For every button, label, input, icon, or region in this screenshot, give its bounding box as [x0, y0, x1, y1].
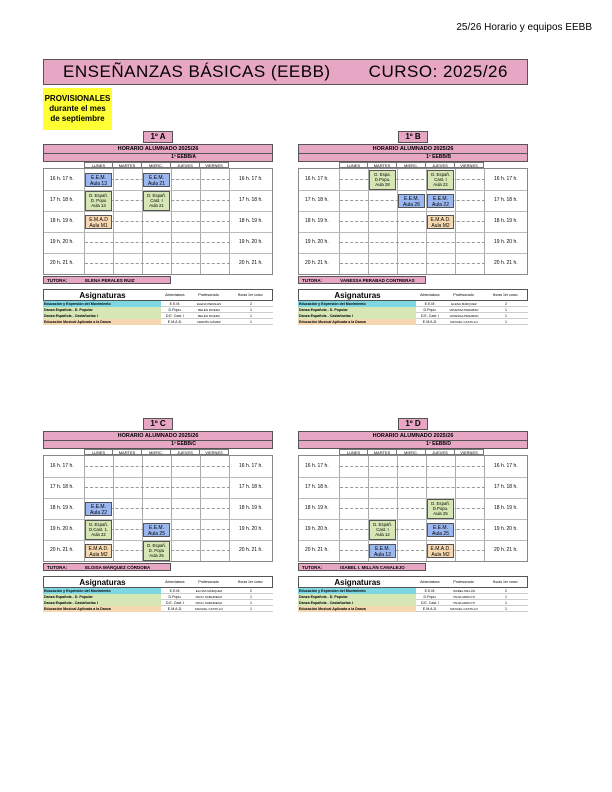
day-header: MARTES [113, 449, 142, 455]
subject-teacher: MANUEL CASTILLO [195, 606, 223, 611]
subject-hours: 1 [505, 606, 507, 611]
day-header: MIERC. [142, 449, 171, 455]
subject-abbr: D.E. Cast. I [165, 600, 185, 605]
class-slot[interactable]: E.M.A.D Aula M1 [85, 215, 112, 229]
subject-teacher: VANESSA PERABAD [449, 307, 479, 312]
horario-header: HORARIO ALUMNADO 2025/26 [43, 144, 273, 154]
abbr-header: Abreviatura [165, 293, 185, 297]
day-header: MIERC. [397, 162, 426, 168]
time-label: 19 h. 20 h. [494, 239, 518, 245]
subject-hours: 1 [250, 606, 252, 611]
subject-abbr: D.Popu. [168, 307, 182, 312]
subject-hours: 1 [250, 594, 252, 599]
subject-teacher: PACO SABARIEGO [195, 594, 223, 599]
class-slot[interactable]: E.E.M. Aula 21 [143, 173, 170, 187]
row-guide [85, 487, 230, 488]
time-label: 20 h. 21 h. [50, 260, 74, 266]
time-label: 16 h. 17 h. [494, 176, 518, 182]
subject-abbr: E.E.M. [169, 301, 181, 306]
time-label: 19 h. 20 h. [50, 526, 74, 532]
row-guide [85, 242, 230, 243]
subject-teacher: ELENA PERALES [196, 301, 222, 306]
time-label: 20 h. 21 h. [305, 260, 329, 266]
subject-hours: 2 [250, 588, 252, 593]
time-label: 17 h. 18 h. [494, 484, 518, 490]
subject-name: Educación Musical Aplicada a la Danza [43, 606, 161, 612]
time-label: 19 h. 20 h. [50, 239, 74, 245]
class-slot[interactable]: E.E.M. Aula 22 [427, 194, 454, 208]
subject-row [298, 606, 528, 612]
hours-header: Horas 1er curso [492, 580, 518, 584]
time-label: 18 h. 19 h. [239, 505, 263, 511]
day-header: JUEVES [426, 449, 455, 455]
subject-name: Educación Musical Aplicada a la Danza [298, 319, 416, 325]
row-divider [299, 540, 527, 541]
subjects-header [43, 576, 273, 588]
class-slot[interactable]: D. Españ. Cast. I Aula 12 [369, 520, 396, 540]
tutor-name: VANESSA PERABAD CONTRERAS [340, 278, 415, 283]
group-title: 1º C [143, 418, 173, 430]
row-guide [340, 550, 485, 551]
page-header: 25/26 Horario y equipos EEBB [456, 22, 592, 33]
time-label: 16 h. 17 h. [239, 176, 263, 182]
subject-teacher: ELENA MÁRQUEZ [451, 301, 477, 306]
hours-header: Horas 1er curso [492, 293, 518, 297]
row-divider [299, 519, 527, 520]
time-label: 20 h. 21 h. [239, 547, 263, 553]
day-header: LUNES [84, 162, 113, 168]
subject-name: Educación Musical Aplicada a la Danza [43, 319, 161, 325]
notice-line: durante el mes [49, 104, 106, 113]
day-header: LUNES [84, 449, 113, 455]
time-label: 20 h. 21 h. [305, 547, 329, 553]
time-label: 16 h. 17 h. [305, 463, 329, 469]
row-divider [44, 232, 272, 233]
time-label: 17 h. 18 h. [305, 197, 329, 203]
subject-name: Educación y Expresión del Movimiento [43, 588, 161, 594]
subject-name: Educación Musical Aplicada a la Danza [298, 606, 416, 612]
subject-name: Danza Española - Castañuelas I [298, 600, 416, 606]
subject-teacher: BELÉN RIVERA [198, 307, 220, 312]
time-label: 18 h. 19 h. [305, 505, 329, 511]
time-label: 20 h. 21 h. [239, 260, 263, 266]
row-divider [44, 498, 272, 499]
row-divider [299, 190, 527, 191]
subjects-table [43, 289, 273, 325]
class-slot[interactable]: D. Españ. Cast. I Aula 22 [427, 170, 454, 190]
time-label: 18 h. 19 h. [239, 218, 263, 224]
time-label: 19 h. 20 h. [305, 526, 329, 532]
subject-hours: 2 [250, 301, 252, 306]
day-header: VIERNES [455, 449, 484, 455]
class-slot[interactable]: D. Españ. D. Popu Aula 25 [143, 541, 170, 561]
subject-teacher: TANIA ARROYO [452, 594, 476, 599]
day-header: MARTES [368, 162, 397, 168]
timetable [43, 168, 273, 275]
subject-teacher: MANUEL CASTILLO [450, 319, 478, 324]
subject-teacher: PACO SABARIEGO [195, 600, 223, 605]
subject-name: Danza Española - Castañuelas I [43, 600, 161, 606]
group-code: 1º EEBB/B [298, 154, 528, 162]
subject-name: Danza Española - D. Popular [43, 594, 161, 600]
subjects-table [298, 576, 528, 612]
day-header: VIERNES [200, 162, 229, 168]
row-divider [44, 477, 272, 478]
class-slot[interactable]: E.M.A.D. Aula M2 [427, 215, 454, 229]
tutor-bar [43, 563, 171, 571]
class-slot[interactable]: E.E.M. Aula 25 [143, 523, 170, 537]
subject-hours: 1 [250, 307, 252, 312]
subject-teacher: FERMÍN GÓMEZ [197, 319, 221, 324]
subject-hours: 1 [250, 319, 252, 324]
tutor-name: ELOISA MÁRQUEZ CÓRDOBA [85, 565, 151, 570]
tutor-label: TUTORA: [47, 278, 68, 283]
subject-hours: 2 [505, 301, 507, 306]
day-header: LUNES [339, 449, 368, 455]
subjects-header [298, 576, 528, 588]
time-label: 18 h. 19 h. [494, 505, 518, 511]
class-slot[interactable]: E.M.A.D. Aula M2 [427, 544, 454, 558]
subject-name: Danza Española - Castañuelas I [298, 313, 416, 319]
row-guide [340, 487, 485, 488]
horario-header: HORARIO ALUMNADO 2025/26 [43, 431, 273, 441]
subjects-table [298, 289, 528, 325]
subject-abbr: D.E. Cast. I [165, 313, 185, 318]
day-header: MIERC. [142, 162, 171, 168]
row-divider [299, 211, 527, 212]
tutor-label: TUTORA: [302, 278, 323, 283]
subject-abbr: D.Popu. [168, 594, 182, 599]
subject-teacher: TANIA ARROYO [452, 600, 476, 605]
time-label: 16 h. 17 h. [305, 176, 329, 182]
subject-teacher: MANUEL CASTILLO [450, 606, 478, 611]
hours-header: Horas 1er curso [237, 580, 263, 584]
tutor-label: TUTORA: [302, 565, 323, 570]
subject-name: Danza Española - D. Popular [298, 594, 416, 600]
day-header: LUNES [339, 162, 368, 168]
group-code: 1º EEBB/A [43, 154, 273, 162]
class-slot[interactable]: E.E.M. Aula 22 [85, 502, 112, 516]
subject-abbr: E.E.M. [424, 588, 436, 593]
class-slot[interactable]: D. Españ. D.Cast. 1. Aula 22 [85, 520, 112, 540]
subject-name: Danza Española - Castañuelas I [43, 313, 161, 319]
abbr-header: Abreviatura [420, 293, 440, 297]
day-header: JUEVES [426, 162, 455, 168]
subject-hours: 1 [250, 313, 252, 318]
subject-row [43, 606, 273, 612]
row-divider [299, 253, 527, 254]
time-label: 19 h. 20 h. [239, 526, 263, 532]
subject-abbr: D.E. Cast. I [420, 313, 440, 318]
tutor-bar [298, 563, 426, 571]
subject-name: Educación y Expresión del Movimiento [298, 301, 416, 307]
row-divider [299, 232, 527, 233]
class-slot[interactable]: D. Españ. Cast. I Aula 21 [143, 191, 170, 211]
day-header: VIERNES [455, 162, 484, 168]
class-slot[interactable]: E.M.A.D. Aula M2 [85, 544, 112, 558]
time-label: 17 h. 18 h. [50, 197, 74, 203]
subject-abbr: E.E.M. [424, 301, 436, 306]
row-guide [340, 221, 485, 222]
class-slot[interactable]: E.E.M. Aula 12 [369, 544, 396, 558]
subjects-header [43, 289, 273, 301]
tutor-bar [298, 276, 426, 284]
class-slot[interactable]: D. Españ. D. Popu Aula 13 [85, 191, 112, 211]
subject-teacher: ELOISA MÁRQUEZ [195, 588, 223, 593]
subject-abbr: D.E. Cast. I [420, 600, 440, 605]
time-label: 17 h. 18 h. [239, 197, 263, 203]
time-label: 19 h. 20 h. [494, 526, 518, 532]
time-label: 17 h. 18 h. [50, 484, 74, 490]
row-divider [44, 519, 272, 520]
banner-title: ENSEÑANZAS BÁSICAS (EEBB) [63, 62, 331, 81]
subject-hours: 2 [505, 588, 507, 593]
subject-abbr: E.M.A.D. [422, 319, 438, 324]
subject-abbr: E.E.M. [169, 588, 181, 593]
teacher-header: Profesorado [453, 580, 474, 584]
time-label: 17 h. 18 h. [239, 484, 263, 490]
subject-abbr: E.M.A.D. [422, 606, 438, 611]
day-header: MIERC. [397, 449, 426, 455]
time-label: 19 h. 20 h. [305, 239, 329, 245]
notice-line: de septiembre [50, 114, 105, 123]
time-label: 17 h. 18 h. [305, 484, 329, 490]
subject-hours: 1 [250, 600, 252, 605]
tutor-name: ELENA PERALES RUIZ [85, 278, 135, 283]
row-guide [340, 466, 485, 467]
banner-course: CURSO: 2025/26 [368, 62, 508, 81]
timetable [298, 168, 528, 275]
tutor-label: TUTORA: [47, 565, 68, 570]
day-header: VIERNES [200, 449, 229, 455]
row-divider [44, 253, 272, 254]
time-label: 18 h. 19 h. [305, 218, 329, 224]
row-guide [340, 179, 485, 180]
time-label: 20 h. 21 h. [494, 260, 518, 266]
notice-line: PROVISIONALES [44, 94, 111, 103]
time-label: 19 h. 20 h. [239, 239, 263, 245]
time-label: 20 h. 21 h. [494, 547, 518, 553]
time-label: 16 h. 17 h. [50, 176, 74, 182]
time-label: 20 h. 21 h. [50, 547, 74, 553]
banner [43, 59, 528, 85]
abbr-header: Abreviatura [420, 580, 440, 584]
row-divider [44, 211, 272, 212]
group-code: 1º EEBB/C [43, 441, 273, 449]
subject-name: Educación y Expresión del Movimiento [43, 301, 161, 307]
subject-teacher: BELÉN RIVERA [198, 313, 220, 318]
subjects-header [298, 289, 528, 301]
class-slot[interactable]: D. Españ. D.Popu. Aula 25 [427, 499, 454, 519]
subject-abbr: D.Popu. [423, 307, 437, 312]
subjects-title: Asignaturas [79, 577, 126, 587]
subject-row [298, 319, 528, 325]
subjects-title: Asignaturas [334, 577, 381, 587]
subjects-title: Asignaturas [334, 290, 381, 300]
provisional-notice [43, 88, 112, 130]
subject-name: Educación y Expresión del Movimiento [298, 588, 416, 594]
time-label: 18 h. 19 h. [50, 218, 74, 224]
tutor-bar [43, 276, 171, 284]
subject-row [43, 319, 273, 325]
day-header: JUEVES [171, 162, 200, 168]
teacher-header: Profesorado [198, 293, 219, 297]
subject-name: Danza Española - D. Popular [298, 307, 416, 313]
timetable [298, 455, 528, 562]
subjects-title: Asignaturas [79, 290, 126, 300]
hours-header: Horas 1er curso [237, 293, 263, 297]
teacher-header: Profesorado [198, 580, 219, 584]
row-guide [85, 466, 230, 467]
subject-hours: 1 [505, 600, 507, 605]
time-label: 16 h. 17 h. [50, 463, 74, 469]
subject-hours: 1 [505, 594, 507, 599]
teacher-header: Profesorado [453, 293, 474, 297]
group-code: 1º EEBB/D [298, 441, 528, 449]
timetable [43, 455, 273, 562]
class-slot[interactable]: D. Espa. D.Popu. Aula 28 [369, 170, 396, 190]
class-slot[interactable]: E.E.M. Aula 13 [85, 173, 112, 187]
day-header: MARTES [113, 162, 142, 168]
row-divider [299, 498, 527, 499]
horario-header: HORARIO ALUMNADO 2025/26 [298, 431, 528, 441]
subjects-table [43, 576, 273, 612]
group-title: 1º D [398, 418, 428, 430]
time-label: 16 h. 17 h. [494, 463, 518, 469]
row-divider [299, 477, 527, 478]
time-label: 18 h. 19 h. [50, 505, 74, 511]
time-label: 18 h. 19 h. [494, 218, 518, 224]
time-label: 17 h. 18 h. [494, 197, 518, 203]
subject-hours: 1 [505, 313, 507, 318]
class-slot[interactable]: E.E.M. Aula 26 [398, 194, 425, 208]
abbr-header: Abreviatura [165, 580, 185, 584]
class-slot[interactable]: E.E.M. Aula 25 [427, 523, 454, 537]
subject-abbr: E.M.A.D. [167, 606, 183, 611]
subject-abbr: E.M.A.D. [167, 319, 183, 324]
group-title: 1º B [398, 131, 428, 143]
subject-name: Danza Española - D. Popular [43, 307, 161, 313]
subject-teacher: ISABEL MILLÁN [452, 588, 476, 593]
subject-abbr: D.Popu. [423, 594, 437, 599]
group-title: 1º A [143, 131, 173, 143]
tutor-name: ISABEL I. MILLÁN CANALEJO [340, 565, 405, 570]
row-guide [340, 263, 485, 264]
horario-header: HORARIO ALUMNADO 2025/26 [298, 144, 528, 154]
day-header: JUEVES [171, 449, 200, 455]
day-header: MARTES [368, 449, 397, 455]
subject-teacher: VANESSA PERABAD [449, 313, 479, 318]
row-guide [340, 508, 485, 509]
row-guide [85, 263, 230, 264]
time-label: 16 h. 17 h. [239, 463, 263, 469]
row-guide [340, 242, 485, 243]
row-guide [340, 529, 485, 530]
subject-hours: 1 [505, 319, 507, 324]
subject-hours: 1 [505, 307, 507, 312]
